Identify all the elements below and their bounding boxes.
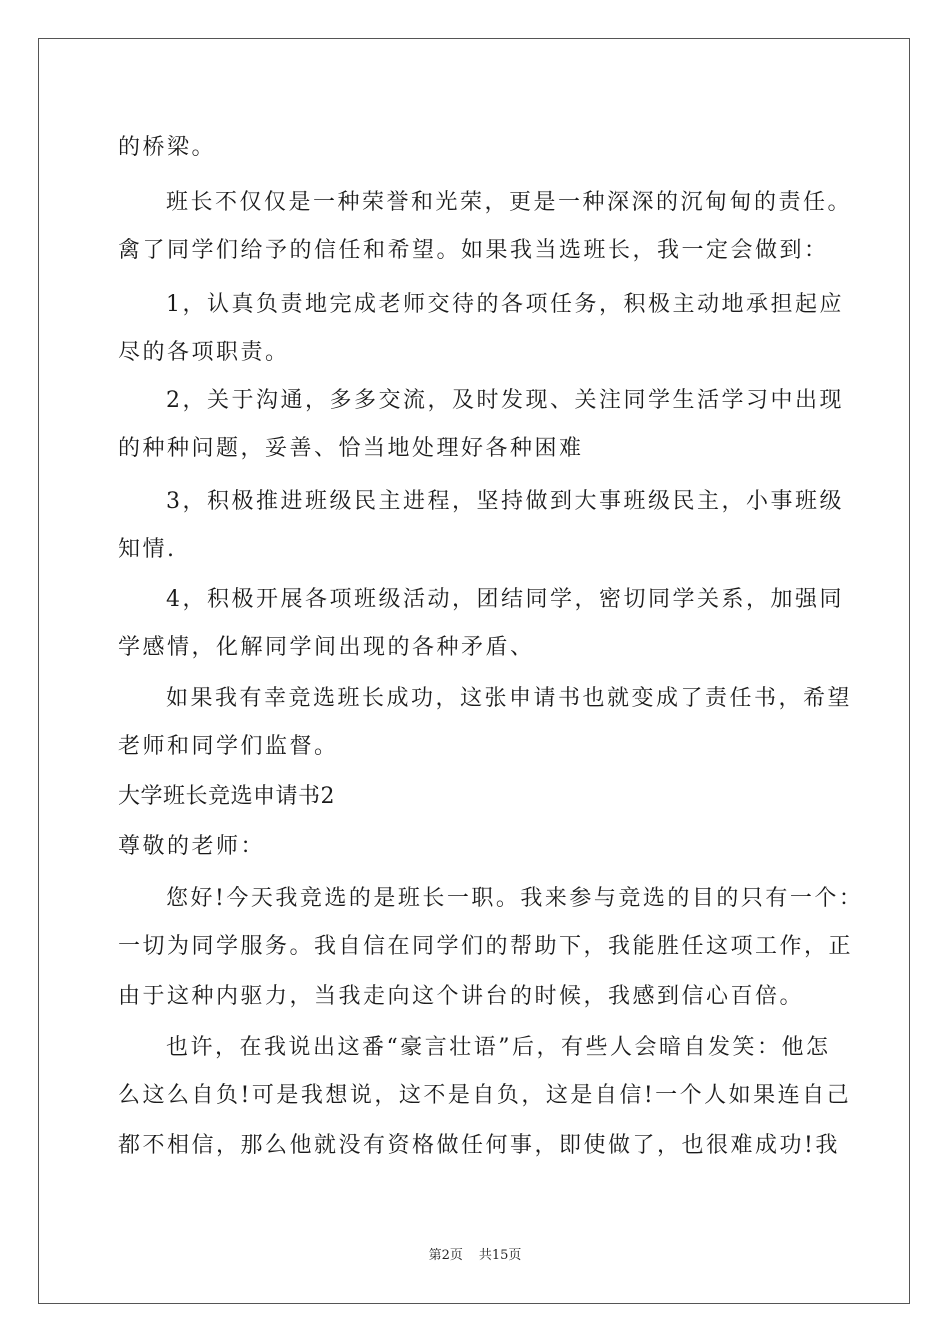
text-line: 2，关于沟通，多多交流，及时发现、关注同学生活学习中出现 bbox=[166, 388, 844, 413]
text-line: 1，认真负责地完成老师交待的各项任务，积极主动地承担起应 bbox=[166, 292, 844, 317]
text-line: 一切为同学服务。我自信在同学们的帮助下，我能胜任这项工作，正 bbox=[118, 934, 854, 959]
text-line: 老师和同学们监督。 bbox=[118, 734, 339, 759]
text-line: 学感情，化解同学间出现的各种矛盾、 bbox=[118, 635, 535, 660]
section-heading: 大学班长竞选申请书2 bbox=[118, 784, 335, 809]
text-line: 如果我有幸竞选班长成功，这张申请书也就变成了责任书，希望 bbox=[166, 686, 853, 711]
text-line: 禽了同学们给予的信任和希望。如果我当选班长，我一定会做到： bbox=[118, 238, 829, 263]
page-footer bbox=[0, 1248, 950, 1264]
text-line: 尽的各项职责。 bbox=[118, 340, 290, 365]
text-line: 您好!今天我竞选的是班长一职。我来参与竞选的目的只有一个： bbox=[166, 886, 864, 911]
page-total: 共15页 bbox=[478, 1248, 522, 1263]
text-line: 都不相信，那么他就没有资格做任何事，即使做了，也很难成功!我 bbox=[118, 1133, 840, 1158]
text-line: 知情. bbox=[118, 537, 177, 562]
page-number: 第2页 bbox=[428, 1248, 463, 1263]
page-border bbox=[38, 38, 910, 1304]
text-line: 4，积极开展各项班级活动，团结同学，密切同学关系，加强同 bbox=[166, 587, 844, 612]
text-line: 3，积极推进班级民主进程，坚持做到大事班级民主，小事班级 bbox=[166, 489, 844, 514]
salutation: 尊敬的老师： bbox=[118, 834, 266, 859]
text-line: 也许，在我说出这番“豪言壮语”后，有些人会暗自发笑：他怎 bbox=[166, 1035, 831, 1060]
text-line: 么这么自负!可是我想说，这不是自负，这是自信!一个人如果连自己 bbox=[118, 1083, 852, 1108]
text-line: 班长不仅仅是一种荣誉和光荣，更是一种深深的沉甸甸的责任。 bbox=[166, 190, 853, 215]
text-line: 的种种问题，妥善、恰当地处理好各种困难 bbox=[118, 436, 584, 461]
text-line: 由于这种内驱力，当我走向这个讲台的时候，我感到信心百倍。 bbox=[118, 984, 805, 1009]
text-line: 的桥梁。 bbox=[118, 135, 217, 160]
